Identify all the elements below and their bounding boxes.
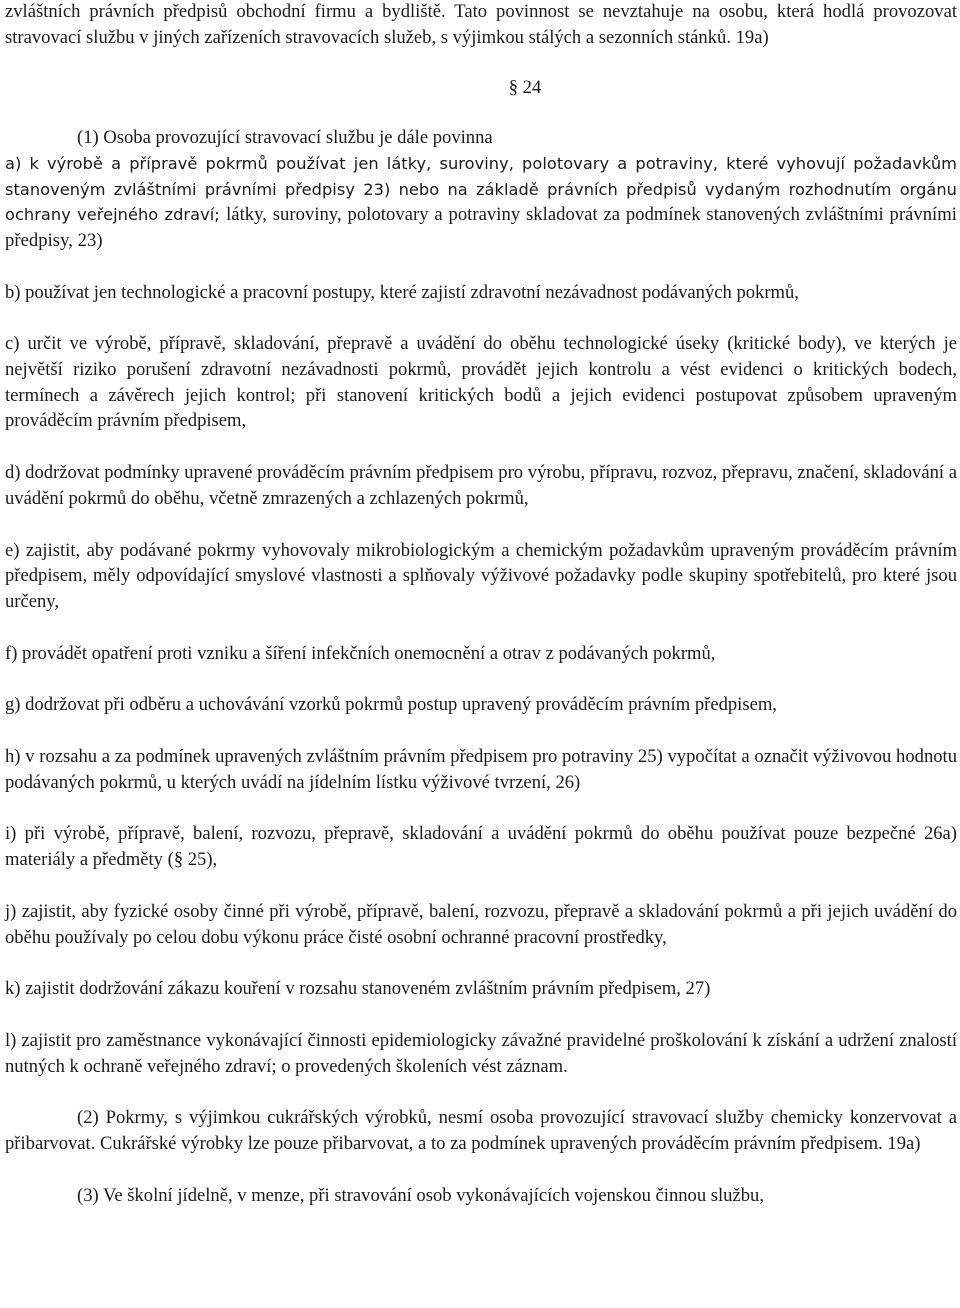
item-f: f) provádět opatření proti vzniku a šíření infekčních onemocnění a otrav z podávaných pokrmů, [5,642,716,664]
intro-paragraph: zvláštních právních předpisů obchodní firmu a bydliště. Tato povinnost se nevztahuje na osobu, která hodlá provozovat stravovací službu v jiných zařízeních stravovacích služeb, s výjimkou stálých a sezonních stánků. 19a) [5,1,957,48]
paragraph-3: (3) Ve školní jídelně, v menze, při stravování osob vykonávajících vojenskou činnou službu, [77,1184,764,1206]
item-h: h) v rozsahu a za podmínek upravených zvláštním právním předpisem pro potraviny 25) vypočítat a označit výživovou hodnotu podávaných pokrmů, u kterých uvádí na jídelním lístku výživové tvrzení, 26) [5,746,957,793]
item-c: c) určit ve výrobě, přípravě, skladování, přepravě a uvádění do oběhu technologické úseky (kritické body), ve kterých je největší riziko porušení zdravotní nezávadnosti pokrmů, provádět jejich kontrolu a vést evidenci o kritických bodech, termínech a závěrech jejich kontrol; při stanovení kritických bodů a jejich evidenci postupovat způsobem upraveným prováděcím právním předpisem, [5,333,957,432]
paragraph-2: (2) Pokrmy, s výjimkou cukrářských výrobků, nesmí osoba provozující stravovací služby chemicky konzervovat a přibarvovat. Cukrářské výrobky lze pouze přibarvovat, a to za podmínek upravených prováděcím právním předpisem. 19a) [5,1107,957,1155]
section-heading: § 24 [508,77,542,99]
item-l: l) zajistit pro zaměstnance vykonávající činnosti epidemiologicky závažné pravidelné proškolování k získání a udržení znalostí nutných k ochraně veřejného zdraví; o provedených školeních vést záznam. [5,1029,957,1077]
item-j: j) zajistit, aby fyzické osoby činné při výrobě, přípravě, balení, rozvozu, přepravě a skladování pokrmů a při jejich uvádění do oběhu používaly po celou dobu výkonu práce čisté osobní ochranné pracovní prostředky, [5,900,957,948]
item-i: i) při výrobě, přípravě, balení, rozvozu, přepravě, skladování a uvádění pokrmů do oběhu používat pouze bezpečné 26a) materiály a předměty (§ 25), [5,823,957,871]
item-e: e) zajistit, aby podávané pokrmy vyhovovaly mikrobiologickým a chemickým požadavkům upraveným prováděcím právním předpisem, měly odpovídající smyslové vlastnosti a splňovaly výživové požadavky podle skupiny spotřebitelů, pro které jsou určeny, [5,539,957,612]
document-page [5,0,957,1209]
item-a [5,151,957,254]
item-d: d) dodržovat podmínky upravené prováděcím právním předpisem pro výrobu, přípravu, rozvoz, přepravu, značení, skladování a uvádění pokrmů do oběhu, včetně zmrazených a zchlazených pokrmů, [5,462,957,509]
item-b: b) používat jen technologické a pracovní postupy, které zajistí zdravotní nezávadnost podávaných pokrmů, [5,281,799,303]
item-a-part1: a) k výrobě a přípravě pokrmů používat jen látky, suroviny, polotovary a potraviny, které vyhovují požadavkům stanoveným zvláštními právními předpisy 23) nebo na základě právních předpisů vydaným rozhodnutím orgánu ochrany veřejného zdraví; [5,153,957,225]
item-a-part2: látky, suroviny, polotovary a potraviny skladovat za podmínek stanovených zvláštními právními předpisy, 23) [5,204,957,251]
paragraph-1-lead: (1) Osoba provozující stravovací službu je dále povinna [77,127,493,149]
item-k: k) zajistit dodržování zákazu kouření v rozsahu stanoveném zvláštním právním předpisem, 27) [5,978,711,1000]
item-g: g) dodržovat při odběru a uchovávání vzorků pokrmů postup upravený prováděcím právním předpisem, [5,694,777,716]
